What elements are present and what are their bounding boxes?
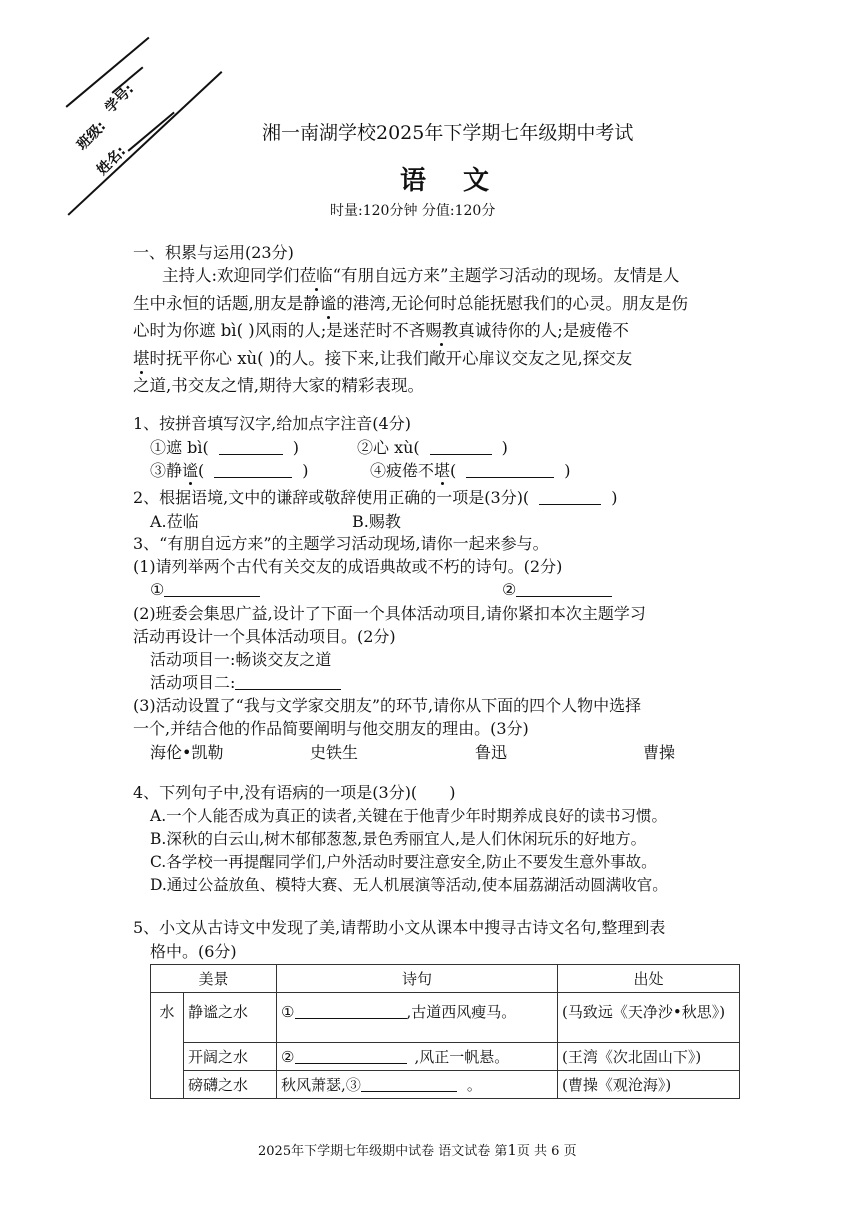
q2-option-a[interactable]: A.莅临 [150, 512, 199, 531]
footer-text: 页 共 6 页 [516, 1144, 577, 1159]
verse-cell [277, 1071, 558, 1099]
scene-cell: 静谧之水 [184, 993, 277, 1043]
q2-option-b[interactable]: B.赐教 [352, 512, 401, 531]
option-text: ④疲倦不 [370, 461, 435, 480]
q3-stem: 3、“有朋自远方来”的主题学习活动现场,请你一起来参与。 [133, 534, 549, 553]
q1-option-4 [370, 463, 571, 479]
q3-part-1-answer-2 [502, 582, 612, 598]
verse-text: ,古道西风瘦马。 [406, 1003, 517, 1021]
option-text: ( [450, 461, 457, 480]
name-underline [128, 112, 175, 152]
page-number: 1 [507, 1141, 517, 1159]
dotted-text: 堪 [434, 461, 451, 480]
scene-cell: 开阔之水 [184, 1043, 277, 1071]
source-cell: (曹操《观沧海》) [558, 1071, 740, 1099]
dotted-text: 赐教 [425, 321, 459, 340]
section-title: 一、积累与运用(23分) [133, 243, 294, 262]
exam-title: 湘一南湖学校2025年下学期七年级期中考试 [262, 122, 634, 144]
source-cell: (马致远《天净沙•秋思》) [558, 993, 740, 1043]
header-scene: 美景 [151, 965, 277, 993]
number-label: 学号: [102, 81, 138, 117]
intro-text: 之道,书交友之情,期待大家的精彩表现。 [133, 376, 424, 395]
name-label: 姓名: [94, 143, 130, 179]
answer-blank[interactable] [295, 1004, 407, 1019]
table-row [151, 1043, 740, 1071]
q3-part-2-line-1: (2)班委会集思广益,设计了下面一个具体活动项目,请你紧扣本次主题学习 [133, 604, 646, 623]
intro-text: “有朋自远方来”主题学习活动的现场。友情是人 [332, 266, 680, 285]
dotted-text: 谧 [319, 294, 337, 313]
verse-text: 。 [466, 1076, 482, 1094]
subject-title: 语 文 [400, 166, 504, 196]
intro-line-1 [162, 268, 679, 285]
option-text: ) [302, 461, 309, 480]
question-text: ) [611, 488, 618, 507]
dotted-text: 莅临 [299, 266, 333, 285]
q5-stem-line-2: 格中。(6分) [150, 942, 237, 961]
dotted-text: 堪 [133, 349, 150, 368]
intro-text: 真诚待你的人;是疲倦不 [458, 321, 629, 340]
intro-text: 主持人:欢迎同学们 [162, 266, 300, 285]
person-option[interactable]: 海伦•凯勒 [150, 743, 224, 762]
marker: ① [150, 580, 165, 599]
intro-line-3 [133, 323, 629, 340]
answer-blank[interactable] [164, 582, 260, 597]
answer-blank[interactable] [235, 675, 341, 690]
marker: ② [502, 580, 517, 599]
answer-blank[interactable] [219, 440, 283, 455]
intro-text: 生中永恒的话题,朋友是静 [133, 294, 320, 313]
answer-blank[interactable] [295, 1049, 407, 1064]
table-row [151, 993, 740, 1043]
person-option[interactable]: 曹操 [643, 743, 676, 762]
option-text: ) [564, 461, 571, 480]
answer-blank[interactable] [539, 490, 601, 505]
q3-part-1: (1)请列举两个古代有关交友的成语典故或不朽的诗句。(2分) [133, 557, 563, 576]
answer-blank[interactable] [516, 582, 612, 597]
option-text: ②心 xù( [357, 438, 420, 457]
verse-cell [277, 993, 558, 1043]
verse-cell [277, 1043, 558, 1071]
q1-option-3 [150, 463, 309, 479]
footer-text: 2025年下学期七年级期中试卷 语文试卷 第 [258, 1144, 508, 1159]
intro-line-4 [133, 351, 632, 368]
group-cell: 水 [151, 993, 184, 1099]
dotted-text: 谧 [182, 461, 199, 480]
verse-marker: ① [281, 1003, 295, 1021]
q4-option-b[interactable]: B.深秋的白云山,树木郁郁葱葱,景色秀丽宜人,是人们休闲玩乐的好地方。 [150, 830, 647, 848]
question-text: 2、根据语境,文中的谦辞或敬辞使用正确的一项是(3分)( [133, 488, 530, 507]
person-option[interactable]: 鲁迅 [475, 743, 508, 762]
q4-option-d[interactable]: D.通过公益放鱼、模特大赛、无人机展演等活动,使本届荔湖活动圆满收官。 [150, 876, 668, 894]
activity-item-1: 活动项目一:畅谈交友之道 [150, 650, 332, 669]
poem-table [150, 964, 740, 1099]
q3-part-3-line-2: 一个,并结合他的作品简要阐明与他交朋友的理由。(3分) [133, 719, 529, 738]
option-text: ) [501, 438, 508, 457]
q2-stem [133, 490, 617, 506]
table-header-row [151, 965, 740, 993]
scene-cell: 磅礴之水 [184, 1071, 277, 1099]
verse-text: ,风正一帆悬。 [414, 1048, 510, 1066]
q3-part-2-line-2: 活动再设计一个具体活动项目。(2分) [133, 627, 396, 646]
option-text: ③静 [150, 461, 183, 480]
class-label: 班级: [74, 118, 110, 154]
answer-blank[interactable] [466, 463, 554, 478]
verse-marker: 秋风萧瑟,③ [281, 1076, 361, 1094]
exam-meta: 时量:120分钟 分值:120分 [330, 203, 496, 219]
q4-stem [133, 785, 455, 801]
source-cell: (王湾《次北固山下》) [558, 1043, 740, 1071]
q1-option-2 [357, 440, 508, 456]
activity-label: 活动项目二: [150, 673, 236, 692]
option-text: ①遮 bì( [150, 438, 209, 457]
header-source: 出处 [558, 965, 740, 993]
q4-option-a[interactable]: A.一个人能否成为真正的读者,关键在于他青少年时期养成良好的读书习惯。 [150, 807, 668, 825]
person-option[interactable]: 史铁生 [310, 743, 359, 762]
answer-blank[interactable] [361, 1077, 457, 1092]
intro-text: 心时为你遮 bì( )风雨的人;是迷茫时不吝 [133, 321, 426, 340]
intro-text: 的港湾,无论何时总能抚慰我们的心灵。朋友是伤 [336, 294, 688, 313]
q3-part-1-answer-1 [150, 582, 260, 598]
answer-blank[interactable] [430, 440, 492, 455]
q5-stem-line-1: 5、小文从古诗文中发现了美,请帮助小文从课本中搜寻古诗文名句,整理到表 [133, 918, 666, 937]
activity-item-2 [150, 675, 341, 691]
intro-text: 时抚平你心 xù( )的人。接下来,让我们敞开心扉议交友之见,探交友 [149, 349, 633, 368]
answer-blank[interactable] [214, 463, 292, 478]
q1-stem: 1、按拼音填写汉字,给加点字注音(4分) [133, 414, 411, 433]
option-text: ( [198, 461, 205, 480]
verse-marker: ② [281, 1048, 295, 1066]
question-text: ) [449, 783, 456, 802]
intro-line-2 [133, 296, 688, 313]
table-row [151, 1071, 740, 1099]
q1-option-1 [150, 440, 299, 456]
option-text: ) [292, 438, 299, 457]
page-footer [258, 1140, 577, 1159]
header-verse: 诗句 [277, 965, 558, 993]
q3-part-3-line-1: (3)活动设置了“我与文学家交朋友”的环节,请你从下面的四个人物中选择 [133, 696, 642, 715]
intro-line-5 [133, 378, 424, 395]
q4-option-c[interactable]: C.各学校一再提醒同学们,户外活动时要注意安全,防止不要发生意外事故。 [150, 853, 657, 871]
question-text: 4、下列句子中,没有语病的一项是(3分)( [133, 783, 418, 802]
